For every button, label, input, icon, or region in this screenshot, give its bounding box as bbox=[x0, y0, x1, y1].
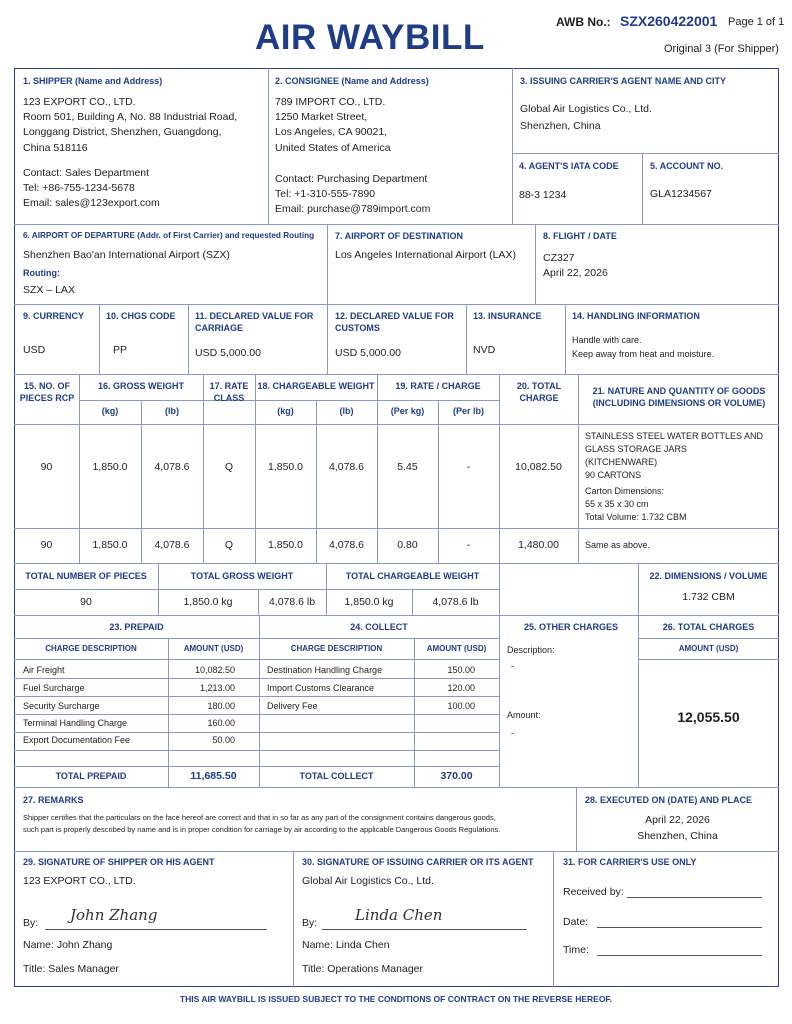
shipper-signer-title: Title: Sales Manager bbox=[23, 963, 119, 975]
departure-airport: Shenzhen Bao'an International Airport (SZX) bbox=[23, 249, 230, 261]
dims-volume-label: 22. DIMENSIONS / VOLUME bbox=[649, 571, 768, 581]
col-rate-charge-header: 19. RATE / CHARGE bbox=[395, 381, 481, 391]
received-by-label: Received by: bbox=[563, 886, 624, 898]
col-nature-header: 21. NATURE AND QUANTITY OF GOODS (INCLUDING DIMENSIONS OR VOLUME) bbox=[592, 386, 766, 408]
declared-customs: USD 5,000.00 bbox=[335, 347, 401, 359]
total-prepaid-label: TOTAL PREPAID bbox=[55, 771, 127, 781]
handling-label: 14. HANDLING INFORMATION bbox=[572, 311, 700, 321]
total-charges-label: 26. TOTAL CHARGES bbox=[662, 622, 755, 632]
account-no-label: 5. ACCOUNT NO. bbox=[650, 161, 724, 171]
routing: SZX – LAX bbox=[23, 284, 75, 296]
col-rate-class-header: 17. RATE CLASS bbox=[209, 381, 249, 403]
agent-label: 3. ISSUING CARRIER'S AGENT NAME AND CITY bbox=[520, 76, 726, 86]
other-amount: - bbox=[511, 728, 514, 738]
iata-code: 88-3 1234 bbox=[519, 189, 567, 201]
flight-number: CZ327 bbox=[543, 252, 575, 264]
col-chargeable-header: 18. CHARGEABLE WEIGHT bbox=[257, 381, 375, 391]
handling-info: Handle with care. Keep away from heat and moisture. bbox=[572, 335, 715, 359]
footer-conditions: THIS AIR WAYBILL IS ISSUED SUBJECT TO THE CONDITIONS OF CONTRACT ON THE REVERSE HEREOF. bbox=[179, 994, 613, 1004]
other-desc-label: Description: bbox=[507, 645, 555, 655]
total-chargeable-label: TOTAL CHARGEABLE WEIGHT bbox=[345, 571, 480, 581]
other-amount-label: Amount: bbox=[507, 710, 541, 720]
total-charges-value: 12,055.50 bbox=[677, 709, 740, 725]
total-chargeable-lb: 4,078.6 lb bbox=[432, 596, 479, 608]
shipper-signer-name: Name: John Zhang bbox=[23, 939, 113, 951]
prepaid-desc-header: CHARGE DESCRIPTION bbox=[45, 644, 137, 653]
agent-name-city: Global Air Logistics Co., Ltd. Shenzhen, China bbox=[520, 103, 652, 132]
remarks-label: 27. REMARKS bbox=[23, 795, 84, 805]
col-pieces-header: 15. NO. OF PIECES RCP bbox=[19, 381, 75, 403]
prepaid-amount-header: AMOUNT (USD) bbox=[183, 644, 244, 653]
col-chargeable-lb: (lb) bbox=[339, 406, 354, 416]
total-collect-label: TOTAL COLLECT bbox=[299, 771, 374, 781]
col-gross-lb: (lb) bbox=[165, 406, 179, 416]
declared-customs-label: 12. DECLARED VALUE FOR CUSTOMS bbox=[335, 311, 454, 333]
currency: USD bbox=[23, 344, 46, 356]
col-gross-header: 16. GROSS WEIGHT bbox=[97, 381, 184, 391]
carrier-signature-company: Global Air Logistics Co., Ltd. bbox=[302, 875, 434, 887]
col-chargeable-kg: (kg) bbox=[277, 406, 294, 416]
total-pieces-label: TOTAL NUMBER OF PIECES bbox=[25, 571, 147, 581]
executed-date: April 22, 2026 bbox=[645, 814, 710, 826]
collect-desc-header: CHARGE DESCRIPTION bbox=[290, 644, 383, 653]
flight-label: 8. FLIGHT / DATE bbox=[543, 231, 617, 241]
collect-amount-header: AMOUNT (USD) bbox=[426, 644, 487, 653]
routing-label: Routing: bbox=[23, 268, 60, 278]
total-charges-amount-header: AMOUNT (USD) bbox=[678, 644, 739, 653]
shipper-by-label: By: bbox=[23, 917, 39, 929]
carrier-date-label: Date: bbox=[563, 916, 589, 928]
other-charges-label: 25. OTHER CHARGES bbox=[524, 622, 619, 632]
shipper-signature-label: 29. SIGNATURE OF SHIPPER OR HIS AGENT bbox=[23, 857, 215, 867]
carrier-signature: Linda Chen bbox=[355, 906, 443, 924]
consignee-address: 789 IMPORT CO., LTD. 1250 Market Street, Los Angeles, CA 90021, United States of America bbox=[275, 96, 391, 154]
destination-airport: Los Angeles International Airport (LAX) bbox=[335, 249, 516, 261]
shipper-signature: John Zhang bbox=[70, 906, 158, 924]
chgs-code: PP bbox=[113, 344, 128, 356]
total-gross-kg: 1,850.0 kg bbox=[183, 596, 233, 608]
carrier-signer-title: Title: Operations Manager bbox=[302, 963, 424, 975]
col-per-kg: (Per kg) bbox=[390, 406, 425, 416]
awb-number-label: AWB No.: bbox=[556, 15, 611, 29]
total-collect: 370.00 bbox=[440, 770, 473, 782]
page-indicator: Page 1 of 1 bbox=[728, 16, 785, 28]
currency-label: 9. CURRENCY bbox=[23, 311, 85, 321]
declared-carriage: USD 5,000.00 bbox=[195, 347, 261, 359]
iata-code-label: 4. AGENT'S IATA CODE bbox=[519, 161, 619, 171]
awb-number: SZX260422001 bbox=[620, 13, 718, 29]
declared-carriage-label: 11. DECLARED VALUE FOR CARRIAGE bbox=[195, 311, 314, 333]
original-copy-label: Original 3 (For Shipper) bbox=[664, 43, 779, 55]
col-per-lb: (Per lb) bbox=[452, 406, 484, 416]
account-no: GLA1234567 bbox=[650, 188, 712, 200]
col-total-header: 20. TOTAL CHARGE bbox=[516, 381, 562, 403]
carrier-signature-label: 30. SIGNATURE OF ISSUING CARRIER OR ITS AGENT bbox=[302, 857, 534, 867]
total-pieces: 90 bbox=[80, 596, 92, 608]
collect-label: 24. COLLECT bbox=[350, 622, 408, 632]
destination-label: 7. AIRPORT OF DESTINATION bbox=[335, 231, 464, 241]
document-title: AIR WAYBILL bbox=[255, 18, 485, 57]
executed-place: Shenzhen, China bbox=[637, 830, 718, 842]
chgs-code-label: 10. CHGS CODE bbox=[106, 311, 176, 321]
total-chargeable-kg: 1,850.0 kg bbox=[344, 596, 394, 608]
shipper-signature-company: 123 EXPORT CO., LTD. bbox=[23, 875, 136, 887]
insurance: NVD bbox=[473, 344, 496, 356]
shipper-address: 123 EXPORT CO., LTD. Room 501, Building A, No. 88 Industrial Road, Longgang District, Shenzhen, Guangdong, China 518116 bbox=[23, 96, 238, 154]
other-desc: - bbox=[511, 661, 514, 671]
carrier-by-label: By: bbox=[302, 917, 318, 929]
consignee-label: 2. CONSIGNEE (Name and Address) bbox=[275, 76, 429, 86]
dims-volume: 1.732 CBM bbox=[682, 591, 735, 603]
remarks-text: Shipper certifies that the particulars on the face hereof are correct and that in so far as any part of the consignment contains dangerous goods, such part is properly described by name and is in proper condition for carriage by air according to the applicable Dangerous Goods Regulations. bbox=[23, 813, 501, 834]
insurance-label: 13. INSURANCE bbox=[473, 311, 542, 321]
total-prepaid: 11,685.50 bbox=[190, 770, 237, 782]
col-gross-kg: (kg) bbox=[101, 406, 119, 416]
total-gross-label: TOTAL GROSS WEIGHT bbox=[190, 571, 294, 581]
shipper-label: 1. SHIPPER (Name and Address) bbox=[23, 76, 163, 86]
executed-label: 28. EXECUTED ON (DATE) AND PLACE bbox=[585, 795, 753, 805]
carrier-time-label: Time: bbox=[563, 944, 589, 956]
flight-date: April 22, 2026 bbox=[543, 267, 608, 279]
shipper-contact: Contact: Sales Department Tel: +86-755-1234-5678 Email: sales@123export.com bbox=[23, 167, 160, 210]
prepaid-label: 23. PREPAID bbox=[109, 622, 164, 632]
carrier-signer-name: Name: Linda Chen bbox=[302, 939, 390, 951]
departure-label: 6. AIRPORT OF DEPARTURE (Addr. of First Carrier) and requested Routing bbox=[23, 231, 315, 240]
consignee-contact: Contact: Purchasing Department Tel: +1-310-555-7890 Email: purchase@789import.com bbox=[275, 173, 431, 216]
total-gross-lb: 4,078.6 lb bbox=[268, 596, 316, 608]
carrier-use-label: 31. FOR CARRIER'S USE ONLY bbox=[563, 857, 697, 867]
